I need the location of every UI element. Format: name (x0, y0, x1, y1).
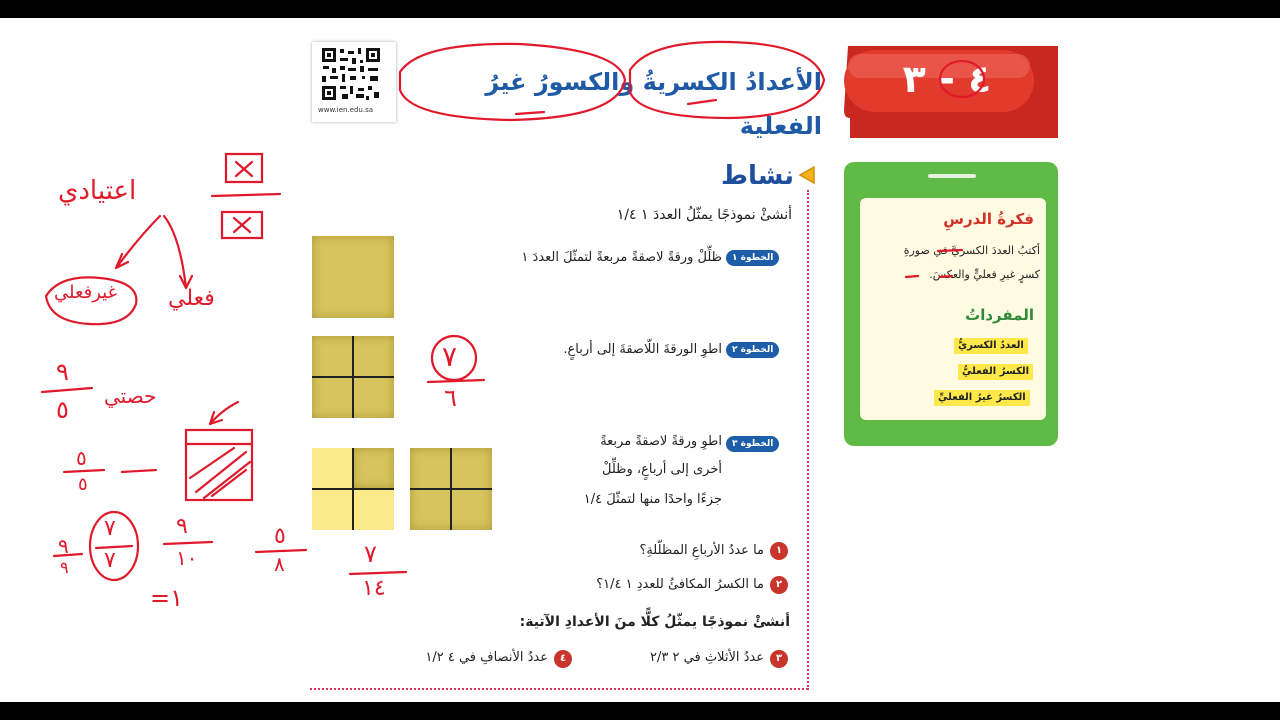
step-2-badge: الخطوة ٢ (726, 342, 779, 358)
arrow-to-box (210, 402, 238, 424)
fraction-bar (164, 542, 212, 544)
ink-frac-7-14-num: ٧ (364, 540, 377, 568)
exercise-instruction: أنشئْ نموذجًا يمثّلُ كلًّا منَ الأعدادِ الآتية: (519, 614, 790, 630)
step-3-badge: الخطوة ٣ (726, 436, 779, 452)
step-2-text: اطوِ الورقةَ اللّاصقةَ إلى أرباعٍ. (563, 342, 722, 357)
letterbox-top (0, 0, 1280, 18)
qr-code-box (312, 42, 396, 122)
hatched-box (186, 430, 252, 500)
step-3-line-2: أخرى إلى أرباعٍ، وظلِّلْ (602, 462, 722, 477)
question-1-text: ما عددُ الأرباعِ المظلّلةِ؟ (639, 543, 764, 558)
qr-url[interactable]: www.ien.edu.sa (318, 106, 374, 114)
ink-frac-7-14-den: ١٤ (362, 576, 386, 601)
fraction-bar (428, 380, 484, 382)
exercise-4-text: عددُ الأنصافِ في ٤ ١/٢ (425, 650, 548, 665)
ink-word-improper: غيرفعلي (54, 282, 118, 303)
activity-border-bottom (310, 688, 808, 690)
ink-word-proper: فعلي (168, 286, 215, 311)
vocab-proper-fraction: الكسرُ الفعليُّ (958, 364, 1033, 380)
question-2-number: ٢ (770, 576, 788, 594)
ink-one-equals: ١= (150, 584, 183, 612)
question-1-number: ١ (770, 542, 788, 560)
ink-frac-9-10-num: ٩ (176, 514, 188, 539)
shaded-quarter (353, 448, 394, 488)
fold-line-horizontal (312, 376, 394, 378)
title-underline (516, 112, 544, 114)
fraction-bar (122, 470, 156, 472)
activity-heading: نشاط (721, 161, 794, 191)
ink-frac-7-7-num: ٧ (104, 516, 116, 541)
sticky-note-whole (312, 236, 394, 318)
panel-tab (928, 174, 976, 178)
fraction-bar (350, 572, 406, 574)
ink-frac-5-5-den: ٥ (78, 474, 88, 495)
activity-border-right (807, 190, 809, 690)
step-1-badge: الخطوة ١ (726, 250, 779, 266)
fraction-bar (64, 470, 104, 472)
ink-frac-7-6-num: ٧ (442, 340, 458, 373)
ink-frac-9-5-den: ٥ (56, 396, 69, 424)
ink-frac-5-5-num: ٥ (76, 446, 87, 470)
box-fraction-bar (212, 194, 280, 196)
lesson-idea-line-1: أكتبُ العددَ الكسريَّ في صورةِ (903, 244, 1040, 257)
ink-frac-9-9-num: ٩ (58, 534, 69, 558)
ink-frac-7-7-den: ٧ (104, 548, 116, 573)
letterbox-bottom (0, 702, 1280, 720)
ink-frac-9-10-den: ١٠ (176, 546, 198, 570)
fold-line-horizontal (410, 488, 492, 490)
fraction-bar (42, 388, 92, 392)
lesson-idea-heading: فكرةُ الدرسِ (943, 210, 1034, 228)
exercise-3-number: ٣ (770, 650, 788, 668)
activity-arrow-icon (796, 165, 816, 185)
box-cross (236, 162, 252, 176)
lesson-idea-line-2: كسرٍ غيرِ فعليٍّ والعكسَ. (929, 268, 1040, 281)
ink-frac-7-6-den: ٦ (444, 384, 457, 412)
box-denominator (222, 212, 262, 238)
activity-intro: أنشئْ نموذجًا يمثّلُ العددَ ١ ١/٤ (616, 207, 792, 223)
exercise-4-number: ٤ (554, 650, 572, 668)
hatching (190, 448, 250, 498)
qr-code-icon (320, 46, 382, 102)
vocabulary-heading: المفرداتُ (965, 306, 1034, 324)
box-numerator (226, 154, 262, 182)
arrow-to-proper (164, 216, 192, 288)
arrow-to-improper (116, 216, 160, 268)
ink-word-share: حصتي (104, 384, 157, 408)
ink-word-ordinary: اعتيادي (58, 176, 137, 206)
lesson-number: ٤ - ٣ (902, 57, 992, 101)
ink-frac-9-9-den: ٩ (60, 558, 69, 577)
step-3-line-1: اطوِ ورقةً لاصقةً مربعةً (600, 434, 722, 449)
fold-line-horizontal (312, 488, 394, 490)
step-1-text: ظلِّلْ ورقةً لاصقةً مربعةً لتمثّلَ العددَ ١ (521, 250, 722, 265)
step-3-line-3: جزءًا واحدًا منها لتمثّلَ ١/٤ (583, 492, 722, 507)
vocab-improper-fraction: الكسرُ غيرُ الفعليِّ (934, 390, 1030, 406)
lesson-title: الأعدادُ الكسريةُ والكسورُ غيرُ الفعلية (485, 68, 822, 140)
vocab-mixed-number: العددُ الكسريُّ (954, 338, 1028, 354)
exercise-3-text: عددُ الأثلاثِ في ٢ ٢/٣ (650, 650, 764, 665)
ink-frac-9-5-num: ٩ (56, 358, 69, 386)
box-cross (234, 218, 250, 232)
ink-frac-5-8-num: ٥ (274, 524, 286, 549)
ink-frac-5-8-den: ٨ (274, 552, 285, 576)
question-2-text: ما الكسرُ المكافئُ للعددِ ١ ١/٤؟ (596, 577, 764, 592)
